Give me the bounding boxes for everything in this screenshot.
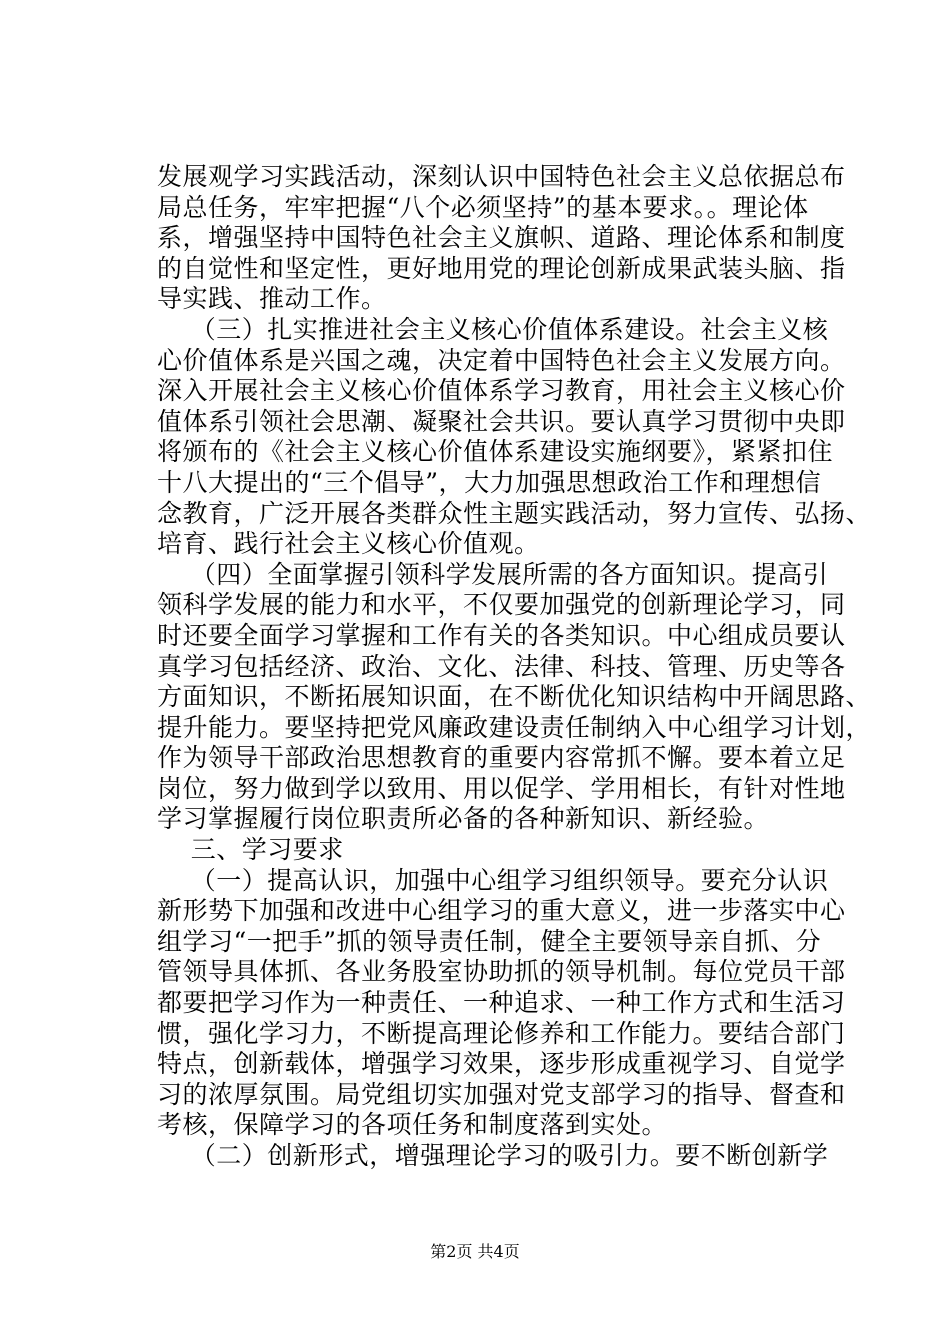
text-line: 局总任务，牢牢把握“八个必须坚持”的基本要求。。理论体 [157, 192, 809, 222]
text-line: 十八大提出的“三个倡导”，大力加强思想政治工作和理想信 [157, 467, 822, 497]
text-line: 导实践、推动工作。 [157, 284, 387, 314]
text-line: 发展观学习实践活动，深刻认识中国特色社会主义总依据总布 [157, 162, 846, 191]
text-line: 管领导具体抓、各业务股室协助抓的领导机制。每位党员干部 [157, 957, 846, 987]
text-line: 念教育，广泛开展各类群众性主题实践活动，努力宣传、弘扬、 [157, 498, 872, 528]
text-line: 时还要全面学习掌握和工作有关的各类知识。中心组成员要认 [157, 620, 846, 650]
text-line: 值体系引领社会思潮、凝聚社会共识。要认真学习贯彻中央即 [157, 406, 846, 436]
text-line: 组学习“一把手”抓的领导责任制，健全主要领导亲自抓、分 [157, 926, 822, 956]
text-line: 深入开展社会主义核心价值体系学习教育，用社会主义核心价 [157, 376, 846, 406]
text-line: 提升能力。要坚持把党风廉政建设责任制纳入中心组学习计划， [157, 712, 872, 742]
text-line: 惯，强化学习力，不断提高理论修养和工作能力。要结合部门 [157, 1018, 846, 1048]
text-line: （二）创新形式，增强理论学习的吸引力。要不断创新学 [157, 1141, 829, 1170]
text-line: 真学习包括经济、政治、文化、法律、科技、管理、历史等各 [157, 651, 846, 681]
page-number-footer: 第2页 共4页 [430, 1242, 520, 1261]
text-line: 特点，创新载体，增强学习效果，逐步形成重视学习、自觉学 [157, 1049, 846, 1079]
section-heading: 三、学习要求 [157, 835, 344, 865]
text-line: 考核，保障学习的各项任务和制度落到实处。 [157, 1110, 668, 1140]
text-line: 岗位，努力做到学以致用、用以促学、学用相长，有针对性地 [157, 773, 846, 803]
text-line: 习的浓厚氛围。局党组切实加强对党支部学习的指导、督查和 [157, 1079, 846, 1109]
text-line: 都要把学习作为一种责任、一种追求、一种工作方式和生活习 [157, 988, 846, 1018]
text-line: 将颁布的《社会主义核心价值体系建设实施纲要》，紧紧扣住 [157, 437, 834, 467]
document-body [157, 162, 872, 1172]
text-line: （三）扎实推进社会主义核心价值体系建设。社会主义核 [157, 314, 829, 344]
text-line: 心价值体系是兴国之魂，决定着中国特色社会主义发展方向。 [157, 345, 846, 375]
text-line: 系，增强坚持中国特色社会主义旗帜、道路、理论体系和制度 [157, 223, 846, 253]
text-line: 的自觉性和坚定性，更好地用党的理论创新成果武装头脑、指 [157, 253, 846, 283]
text-line: 方面知识，不断拓展知识面，在不断优化知识结构中开阔思路、 [157, 682, 872, 712]
text-line: （四）全面掌握引领科学发展所需的各方面知识。提高引 [157, 559, 829, 589]
text-line: （一）提高认识，加强中心组学习组织领导。要充分认识 [157, 865, 829, 895]
text-line: 领科学发展的能力和水平，不仅要加强党的创新理论学习，同 [157, 590, 846, 620]
text-line: 培育、践行社会主义核心价值观。 [157, 529, 540, 559]
text-line: 新形势下加强和改进中心组学习的重大意义，进一步落实中心 [157, 896, 846, 926]
text-line: 学习掌握履行岗位职责所必备的各种新知识、新经验。 [157, 804, 770, 834]
text-line: 作为领导干部政治思想教育的重要内容常抓不懈。要本着立足 [157, 743, 846, 773]
